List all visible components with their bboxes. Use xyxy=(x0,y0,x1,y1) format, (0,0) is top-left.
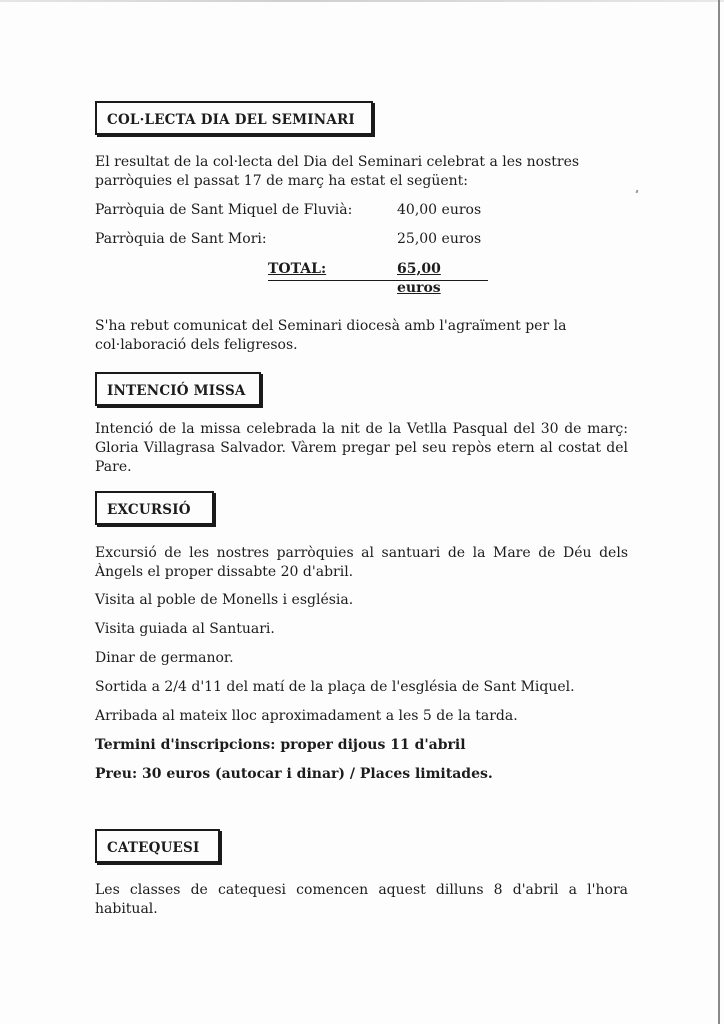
parish-row-amount: 40,00 euros xyxy=(397,202,482,218)
intencio-text: Intenció de la missa celebrada la nit de la Vetlla Pasqual del 30 de març: Gloria Villagrasa Salvador. Vàrem pregar pel seu repòs etern al costat del Pare. xyxy=(95,421,628,475)
parish-row-amount: 25,00 euros xyxy=(397,231,482,247)
excursio-deadline: Termini d'inscripcions: proper dijous 11 d'abril xyxy=(95,737,466,753)
excursio-heading: EXCURSIÓ xyxy=(95,491,214,525)
excursio-price: Preu: 30 euros (autocar i dinar) / Places limitades. xyxy=(95,766,493,782)
excursio-item: Dinar de germanor. xyxy=(95,650,234,666)
excursio-item: Visita guiada al Santuari. xyxy=(95,621,275,637)
total-amount: 65,00 euros xyxy=(397,261,441,296)
excursio-item: Visita al poble de Monells i església. xyxy=(95,592,354,608)
parish-row-label: Parròquia de Sant Mori: xyxy=(95,231,267,247)
scan-speck xyxy=(636,190,639,194)
excursio-intro: Excursió de les nostres parròquies al santuari de la Mare de Déu dels Àngels el proper dissabte 20 d'abril. xyxy=(95,545,628,580)
colecta-intro: El resultat de la col·lecta del Dia del Seminari celebrat a les nostres parròquies el passat 17 de març ha estat el següent: xyxy=(95,154,580,189)
catequesi-heading: CATEQUESI xyxy=(95,829,220,863)
total-label: TOTAL: xyxy=(268,261,327,277)
scan-right-edge xyxy=(718,0,720,1024)
catequesi-text: Les classes de catequesi comencen aquest dilluns 8 d'abril a l'hora habitual. xyxy=(95,882,628,917)
total-row xyxy=(268,260,488,296)
parish-row-label: Parròquia de Sant Miquel de Fluvià: xyxy=(95,202,353,218)
colecta-thanks: S'ha rebut comunicat del Seminari diocesà amb l'agraïment per la col·laboració dels feligresos. xyxy=(95,318,567,353)
excursio-item: Sortida a 2/4 d'11 del matí de la plaça de l'església de Sant Miquel. xyxy=(95,679,575,695)
scan-top-edge xyxy=(0,0,724,2)
colecta-heading: COL·LECTA DIA DEL SEMINARI xyxy=(95,101,373,135)
intencio-heading: INTENCIÓ MISSA xyxy=(95,372,261,406)
excursio-item: Arribada al mateix lloc aproximadament a les 5 de la tarda. xyxy=(95,708,518,724)
